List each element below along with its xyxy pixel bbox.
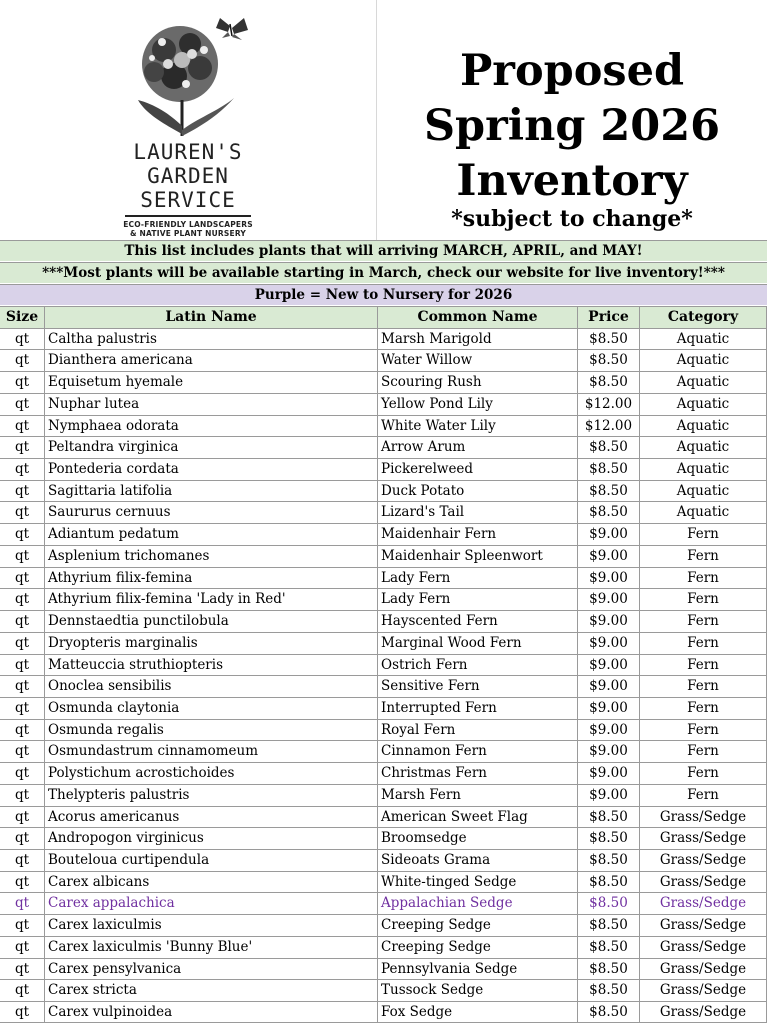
cell-latin-name: Pontederia cordata: [44, 458, 377, 480]
title-line-1: Proposed: [459, 46, 685, 96]
cell-common-name: Duck Potato: [377, 480, 577, 502]
cell-category: Fern: [639, 675, 767, 697]
logo-block: [0, 0, 377, 240]
table-row: [0, 545, 767, 567]
cell-price: $9.00: [577, 675, 639, 697]
cell-category: Fern: [639, 632, 767, 654]
cell-size: qt: [0, 567, 44, 589]
cell-common-name: Scouring Rush: [377, 371, 577, 393]
cell-common-name: Lizard's Tail: [377, 501, 577, 523]
page-subtitle: *subject to change*: [451, 206, 693, 232]
table-row: [0, 458, 767, 480]
cell-price: $8.50: [577, 892, 639, 914]
cell-price: $8.50: [577, 914, 639, 936]
cell-size: qt: [0, 371, 44, 393]
cell-price: $8.50: [577, 371, 639, 393]
column-header-size: Size: [0, 306, 44, 328]
brand-tagline-1: ECO-FRIENDLY LANDSCAPERS: [123, 220, 253, 229]
cell-price: $8.50: [577, 458, 639, 480]
table-row: [0, 480, 767, 502]
cell-category: Grass/Sedge: [639, 914, 767, 936]
cell-category: Aquatic: [639, 501, 767, 523]
cell-common-name: Marginal Wood Fern: [377, 632, 577, 654]
cell-category: Fern: [639, 545, 767, 567]
cell-latin-name: Polystichum acrostichoides: [44, 762, 377, 784]
cell-size: qt: [0, 480, 44, 502]
cell-category: Aquatic: [639, 458, 767, 480]
cell-category: Fern: [639, 523, 767, 545]
cell-common-name: Pennsylvania Sedge: [377, 958, 577, 980]
cell-latin-name: Adiantum pedatum: [44, 523, 377, 545]
cell-category: Fern: [639, 567, 767, 589]
cell-category: Fern: [639, 588, 767, 610]
cell-price: $8.50: [577, 480, 639, 502]
cell-category: Fern: [639, 740, 767, 762]
cell-latin-name: Sagittaria latifolia: [44, 480, 377, 502]
cell-price: $12.00: [577, 393, 639, 415]
milkweed-flower-icon: [142, 26, 218, 102]
table-row: [0, 762, 767, 784]
cell-size: qt: [0, 328, 44, 350]
cell-latin-name: Nuphar lutea: [44, 393, 377, 415]
brand-line-1: LAUREN'S: [133, 140, 243, 164]
table-row: [0, 371, 767, 393]
cell-latin-name: Nymphaea odorata: [44, 415, 377, 437]
cell-common-name: Creeping Sedge: [377, 914, 577, 936]
cell-category: Aquatic: [639, 393, 767, 415]
table-row: [0, 871, 767, 893]
cell-latin-name: Dryopteris marginalis: [44, 632, 377, 654]
cell-common-name: Arrow Arum: [377, 436, 577, 458]
page-header: [0, 0, 767, 240]
cell-category: Aquatic: [639, 480, 767, 502]
table-row: [0, 979, 767, 1001]
cell-size: qt: [0, 654, 44, 676]
cell-size: qt: [0, 979, 44, 1001]
cell-latin-name: Athyrium filix-femina 'Lady in Red': [44, 588, 377, 610]
column-header-common-name: Common Name: [377, 306, 577, 328]
cell-common-name: Christmas Fern: [377, 762, 577, 784]
cell-price: $9.00: [577, 719, 639, 741]
cell-price: $12.00: [577, 415, 639, 437]
cell-category: Grass/Sedge: [639, 1001, 767, 1023]
cell-size: qt: [0, 762, 44, 784]
cell-size: qt: [0, 806, 44, 828]
cell-latin-name: Carex laxiculmis 'Bunny Blue': [44, 936, 377, 958]
cell-latin-name: Dennstaedtia punctilobula: [44, 610, 377, 632]
brand-line-3: SERVICE: [140, 188, 236, 212]
cell-size: qt: [0, 719, 44, 741]
cell-common-name: Lady Fern: [377, 588, 577, 610]
cell-size: qt: [0, 958, 44, 980]
flower-butterfly-logo-icon: [124, 14, 254, 138]
cell-price: $9.00: [577, 523, 639, 545]
table-row: [0, 523, 767, 545]
cell-common-name: Ostrich Fern: [377, 654, 577, 676]
table-row: [0, 1001, 767, 1023]
cell-price: $8.50: [577, 349, 639, 371]
cell-category: Fern: [639, 784, 767, 806]
availability-banner: ***Most plants will be available starting in March, check our website for live inventory!***: [0, 262, 767, 283]
table-row: [0, 349, 767, 371]
table-row: [0, 892, 767, 914]
table-row: [0, 719, 767, 741]
legend-banner: Purple = New to Nursery for 2026: [0, 284, 767, 305]
cell-size: qt: [0, 588, 44, 610]
cell-size: qt: [0, 914, 44, 936]
cell-common-name: Lady Fern: [377, 567, 577, 589]
cell-size: qt: [0, 545, 44, 567]
column-header-latin-name: Latin Name: [44, 306, 377, 328]
cell-common-name: Broomsedge: [377, 827, 577, 849]
cell-latin-name: Carex vulpinoidea: [44, 1001, 377, 1023]
cell-size: qt: [0, 1001, 44, 1023]
cell-latin-name: Carex appalachica: [44, 892, 377, 914]
cell-common-name: Yellow Pond Lily: [377, 393, 577, 415]
cell-category: Grass/Sedge: [639, 979, 767, 1001]
page-title: [377, 44, 767, 209]
cell-category: Fern: [639, 762, 767, 784]
cell-latin-name: Carex stricta: [44, 979, 377, 1001]
table-row: [0, 415, 767, 437]
cell-common-name: Cinnamon Fern: [377, 740, 577, 762]
cell-price: $8.50: [577, 936, 639, 958]
cell-category: Aquatic: [639, 349, 767, 371]
table-row: [0, 784, 767, 806]
table-row: [0, 632, 767, 654]
cell-latin-name: Athyrium filix-femina: [44, 567, 377, 589]
table-row: [0, 610, 767, 632]
cell-latin-name: Carex albicans: [44, 871, 377, 893]
cell-price: $8.50: [577, 806, 639, 828]
cell-price: $9.00: [577, 610, 639, 632]
cell-latin-name: Matteuccia struthiopteris: [44, 654, 377, 676]
cell-price: $8.50: [577, 1001, 639, 1023]
cell-price: $9.00: [577, 567, 639, 589]
cell-price: $8.50: [577, 827, 639, 849]
cell-size: qt: [0, 849, 44, 871]
cell-size: qt: [0, 349, 44, 371]
cell-latin-name: Acorus americanus: [44, 806, 377, 828]
cell-common-name: Marsh Fern: [377, 784, 577, 806]
cell-price: $8.50: [577, 328, 639, 350]
cell-latin-name: Osmunda regalis: [44, 719, 377, 741]
cell-size: qt: [0, 458, 44, 480]
cell-price: $8.50: [577, 849, 639, 871]
cell-price: $8.50: [577, 871, 639, 893]
title-block: [377, 0, 767, 240]
cell-latin-name: Thelypteris palustris: [44, 784, 377, 806]
cell-size: qt: [0, 675, 44, 697]
cell-price: $9.00: [577, 784, 639, 806]
cell-size: qt: [0, 697, 44, 719]
table-row: [0, 936, 767, 958]
cell-common-name: Creeping Sedge: [377, 936, 577, 958]
cell-size: qt: [0, 523, 44, 545]
cell-size: qt: [0, 610, 44, 632]
table-row: [0, 827, 767, 849]
cell-size: qt: [0, 936, 44, 958]
cell-category: Fern: [639, 719, 767, 741]
cell-common-name: Royal Fern: [377, 719, 577, 741]
cell-category: Aquatic: [639, 415, 767, 437]
cell-common-name: Fox Sedge: [377, 1001, 577, 1023]
cell-category: Grass/Sedge: [639, 871, 767, 893]
cell-price: $8.50: [577, 979, 639, 1001]
cell-latin-name: Dianthera americana: [44, 349, 377, 371]
table-row: [0, 567, 767, 589]
cell-common-name: White-tinged Sedge: [377, 871, 577, 893]
cell-latin-name: Carex laxiculmis: [44, 914, 377, 936]
table-row: [0, 654, 767, 676]
cell-category: Fern: [639, 697, 767, 719]
cell-latin-name: Peltandra virginica: [44, 436, 377, 458]
table-header-row: [0, 306, 767, 328]
cell-size: qt: [0, 436, 44, 458]
table-row: [0, 393, 767, 415]
cell-latin-name: Caltha palustris: [44, 328, 377, 350]
cell-price: $8.50: [577, 958, 639, 980]
column-header-category: Category: [639, 306, 767, 328]
cell-common-name: Tussock Sedge: [377, 979, 577, 1001]
cell-price: $9.00: [577, 654, 639, 676]
cell-size: qt: [0, 784, 44, 806]
cell-category: Grass/Sedge: [639, 936, 767, 958]
table-row: [0, 328, 767, 350]
cell-latin-name: Asplenium trichomanes: [44, 545, 377, 567]
cell-price: $8.50: [577, 436, 639, 458]
cell-latin-name: Osmundastrum cinnamomeum: [44, 740, 377, 762]
cell-category: Grass/Sedge: [639, 849, 767, 871]
cell-price: $9.00: [577, 697, 639, 719]
cell-common-name: Maidenhair Spleenwort: [377, 545, 577, 567]
brand-wordmark: [118, 140, 258, 238]
cell-common-name: White Water Lily: [377, 415, 577, 437]
column-header-price: Price: [577, 306, 639, 328]
table-row: [0, 501, 767, 523]
cell-common-name: American Sweet Flag: [377, 806, 577, 828]
cell-size: qt: [0, 632, 44, 654]
cell-common-name: Marsh Marigold: [377, 328, 577, 350]
table-row: [0, 914, 767, 936]
table-row: [0, 740, 767, 762]
cell-latin-name: Saururus cernuus: [44, 501, 377, 523]
cell-common-name: Sensitive Fern: [377, 675, 577, 697]
cell-latin-name: Onoclea sensibilis: [44, 675, 377, 697]
cell-latin-name: Bouteloua curtipendula: [44, 849, 377, 871]
cell-common-name: Water Willow: [377, 349, 577, 371]
cell-latin-name: Andropogon virginicus: [44, 827, 377, 849]
cell-category: Grass/Sedge: [639, 958, 767, 980]
cell-latin-name: Osmunda claytonia: [44, 697, 377, 719]
brand-divider: [125, 215, 251, 217]
cell-category: Aquatic: [639, 436, 767, 458]
table-row: [0, 588, 767, 610]
table-row: [0, 697, 767, 719]
cell-price: $9.00: [577, 545, 639, 567]
table-row: [0, 806, 767, 828]
cell-category: Aquatic: [639, 371, 767, 393]
cell-price: $9.00: [577, 588, 639, 610]
cell-size: qt: [0, 740, 44, 762]
cell-category: Aquatic: [639, 328, 767, 350]
cell-category: Grass/Sedge: [639, 892, 767, 914]
cell-common-name: Appalachian Sedge: [377, 892, 577, 914]
cell-common-name: Pickerelweed: [377, 458, 577, 480]
table-row: [0, 675, 767, 697]
cell-size: qt: [0, 415, 44, 437]
cell-common-name: Hayscented Fern: [377, 610, 577, 632]
cell-common-name: Interrupted Fern: [377, 697, 577, 719]
cell-price: $9.00: [577, 762, 639, 784]
cell-size: qt: [0, 827, 44, 849]
cell-category: Grass/Sedge: [639, 827, 767, 849]
cell-latin-name: Carex pensylvanica: [44, 958, 377, 980]
cell-size: qt: [0, 892, 44, 914]
cell-category: Fern: [639, 654, 767, 676]
cell-size: qt: [0, 393, 44, 415]
cell-price: $9.00: [577, 740, 639, 762]
cell-category: Grass/Sedge: [639, 806, 767, 828]
title-line-2: Spring 2026: [423, 101, 721, 151]
brand-line-2: GARDEN: [147, 164, 229, 188]
cell-price: $9.00: [577, 632, 639, 654]
cell-common-name: Maidenhair Fern: [377, 523, 577, 545]
table-row: [0, 958, 767, 980]
table-row: [0, 849, 767, 871]
cell-price: $8.50: [577, 501, 639, 523]
cell-size: qt: [0, 501, 44, 523]
cell-category: Fern: [639, 610, 767, 632]
cell-common-name: Sideoats Grama: [377, 849, 577, 871]
cell-latin-name: Equisetum hyemale: [44, 371, 377, 393]
inventory-table: [0, 306, 767, 1023]
brand-tagline-2: & NATIVE PLANT NURSERY: [129, 229, 247, 238]
table-row: [0, 436, 767, 458]
title-line-3: Inventory: [456, 156, 688, 206]
cell-size: qt: [0, 871, 44, 893]
arrival-banner: This list includes plants that will arriving MARCH, APRIL, and MAY!: [0, 240, 767, 261]
butterfly-icon: [216, 18, 248, 40]
